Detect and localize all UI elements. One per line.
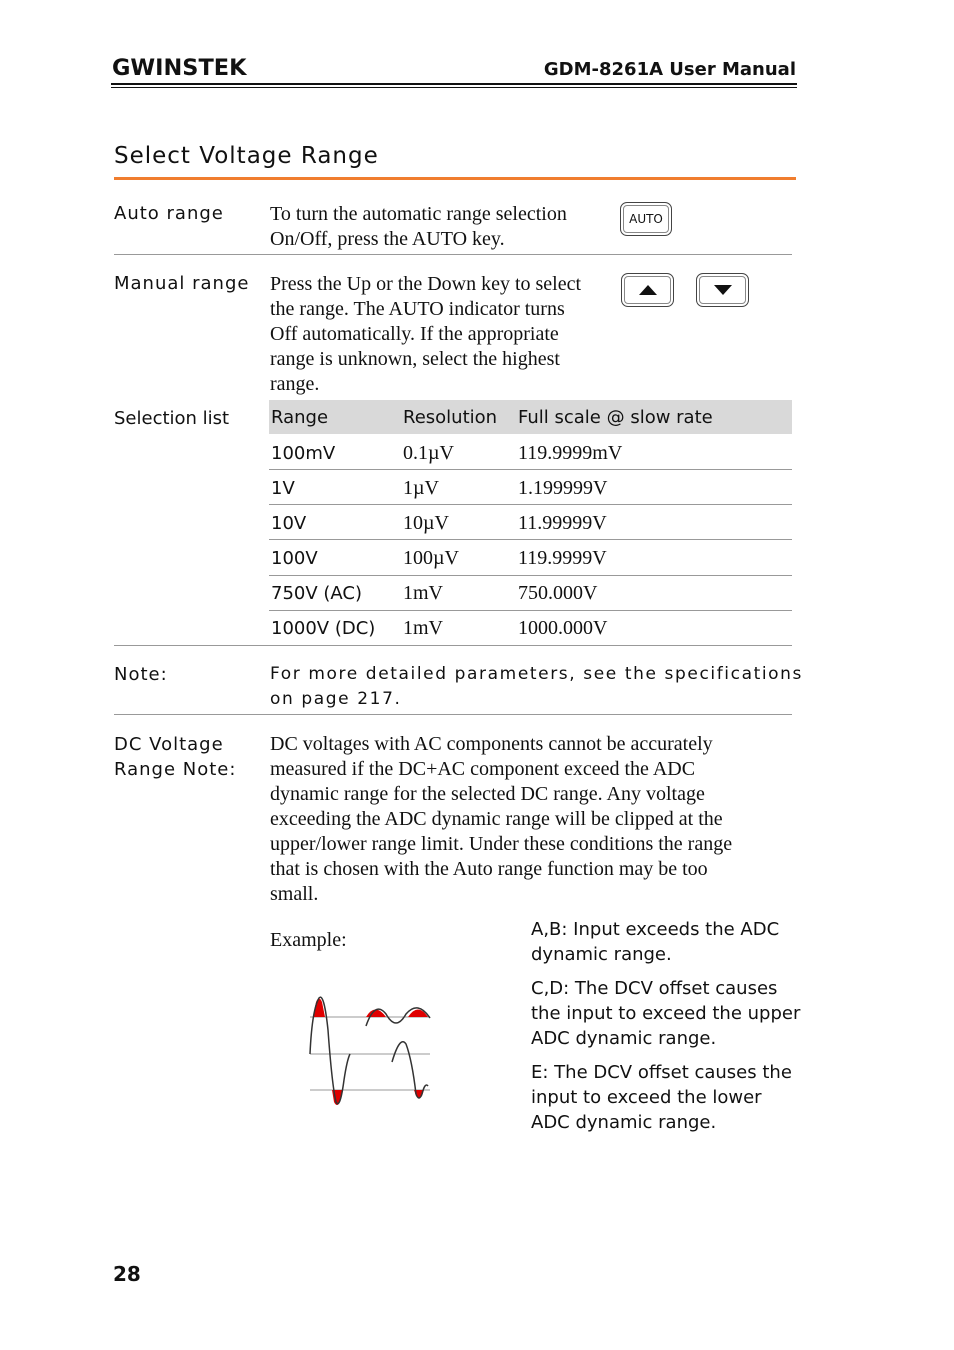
down-arrow-icon <box>713 284 733 296</box>
example-note-line: A,B: Input exceeds the ADC <box>531 919 780 940</box>
dc-note-line: upper/lower range limit. Under these conditions the range <box>270 833 733 855</box>
cell-full-scale: 1.199999V <box>518 477 608 499</box>
cell-range: 1000V (DC) <box>271 618 376 639</box>
table-row <box>269 435 792 470</box>
manual-range-line: range is unknown, select the highest <box>270 348 560 370</box>
page-number: 28 <box>113 1262 141 1286</box>
example-note-line: E: The DCV offset causes the <box>531 1062 792 1083</box>
note-line: For more detailed parameters, see the specifications <box>270 664 804 684</box>
auto-key[interactable] <box>620 202 672 236</box>
manual-range-label: Manual range <box>114 273 250 294</box>
selection-list-label: Selection list <box>114 408 230 429</box>
row-divider <box>114 254 792 255</box>
table-row <box>269 575 792 610</box>
cell-full-scale: 1000.000V <box>518 617 608 639</box>
dc-note-line: dynamic range for the selected DC range. Any voltage <box>270 783 705 805</box>
header-rule-thin <box>111 87 797 88</box>
cell-resolution: 1mV <box>403 582 443 604</box>
example-note-line: ADC dynamic range. <box>531 1028 717 1049</box>
dc-note-description <box>270 732 732 907</box>
example-note-line: ADC dynamic range. <box>531 1112 717 1133</box>
table-row <box>269 540 792 575</box>
section-title: Select Voltage Range <box>114 143 379 169</box>
down-key[interactable] <box>696 273 749 307</box>
cell-range: 100mV <box>271 443 336 464</box>
gwinstek-logo: GWINSTEK <box>112 56 247 81</box>
row-divider <box>114 714 792 715</box>
example-note-line: input to exceed the lower <box>531 1087 762 1108</box>
cell-resolution: 1µV <box>403 477 439 499</box>
up-key[interactable] <box>621 273 674 307</box>
example-note-ab <box>531 917 779 967</box>
table-row <box>269 610 792 645</box>
dc-note-line: DC voltages with AC components cannot be accurately <box>270 733 713 755</box>
manual-range-line: the range. The AUTO indicator turns <box>270 298 565 320</box>
example-note-line: dynamic range. <box>531 944 672 965</box>
cell-range: 750V (AC) <box>271 583 363 604</box>
manual-range-line: range. <box>270 373 320 395</box>
column-header-range: Range <box>271 407 329 428</box>
up-arrow-icon <box>638 284 658 296</box>
auto-range-label: Auto range <box>114 203 224 224</box>
table-row <box>269 505 792 540</box>
column-header-full-scale: Full scale @ slow rate <box>518 407 713 428</box>
dc-note-line: small. <box>270 883 319 905</box>
header-rule <box>111 83 797 85</box>
note-line: on page 217. <box>270 689 402 709</box>
dc-note-label-line: Range Note: <box>114 759 237 780</box>
clip-region-d <box>408 1010 428 1018</box>
auto-key-label: AUTO <box>629 212 663 226</box>
cell-range: 10V <box>271 513 307 534</box>
cell-resolution: 1mV <box>403 617 443 639</box>
manual-title: GDM-8261A User Manual <box>543 59 796 80</box>
dc-note-label-line: DC Voltage <box>114 734 224 755</box>
example-label: Example: <box>270 929 347 951</box>
cell-resolution: 10µV <box>403 512 449 534</box>
dc-voltage-range-note-label <box>114 732 236 782</box>
example-note-line: C,D: The DCV offset causes <box>531 978 778 999</box>
column-header-resolution: Resolution <box>403 407 498 428</box>
auto-range-line: On/Off, press the AUTO key. <box>270 228 505 250</box>
table-row <box>269 470 792 505</box>
example-note-cd <box>531 976 800 1051</box>
note-text <box>270 662 803 712</box>
cell-resolution: 100µV <box>403 547 459 569</box>
auto-range-description <box>270 202 567 252</box>
dc-note-line: exceeding the ADC dynamic range will be clipped at the <box>270 808 723 830</box>
cell-full-scale: 119.9999mV <box>518 442 623 464</box>
auto-range-line: To turn the automatic range selection <box>270 203 567 225</box>
cell-full-scale: 11.99999V <box>518 512 607 534</box>
manual-range-line: Off automatically. If the appropriate <box>270 323 559 345</box>
cell-range: 100V <box>271 548 318 569</box>
row-divider <box>114 645 792 646</box>
cell-resolution: 0.1µV <box>403 442 454 464</box>
cell-range: 1V <box>271 478 295 499</box>
section-title-underline <box>114 177 796 180</box>
manual-range-line: Press the Up or the Down key to select <box>270 273 582 295</box>
cell-full-scale: 750.000V <box>518 582 598 604</box>
dc-note-line: measured if the DC+AC component exceed the ADC <box>270 758 696 780</box>
example-note-line: the input to exceed the upper <box>531 1003 801 1024</box>
clipping-waveform-diagram <box>300 990 440 1115</box>
note-label: Note: <box>114 664 168 685</box>
manual-range-description <box>270 272 581 397</box>
cell-full-scale: 119.9999V <box>518 547 607 569</box>
example-note-e <box>531 1060 792 1135</box>
dc-note-line: that is chosen with the Auto range function may be too <box>270 858 708 880</box>
